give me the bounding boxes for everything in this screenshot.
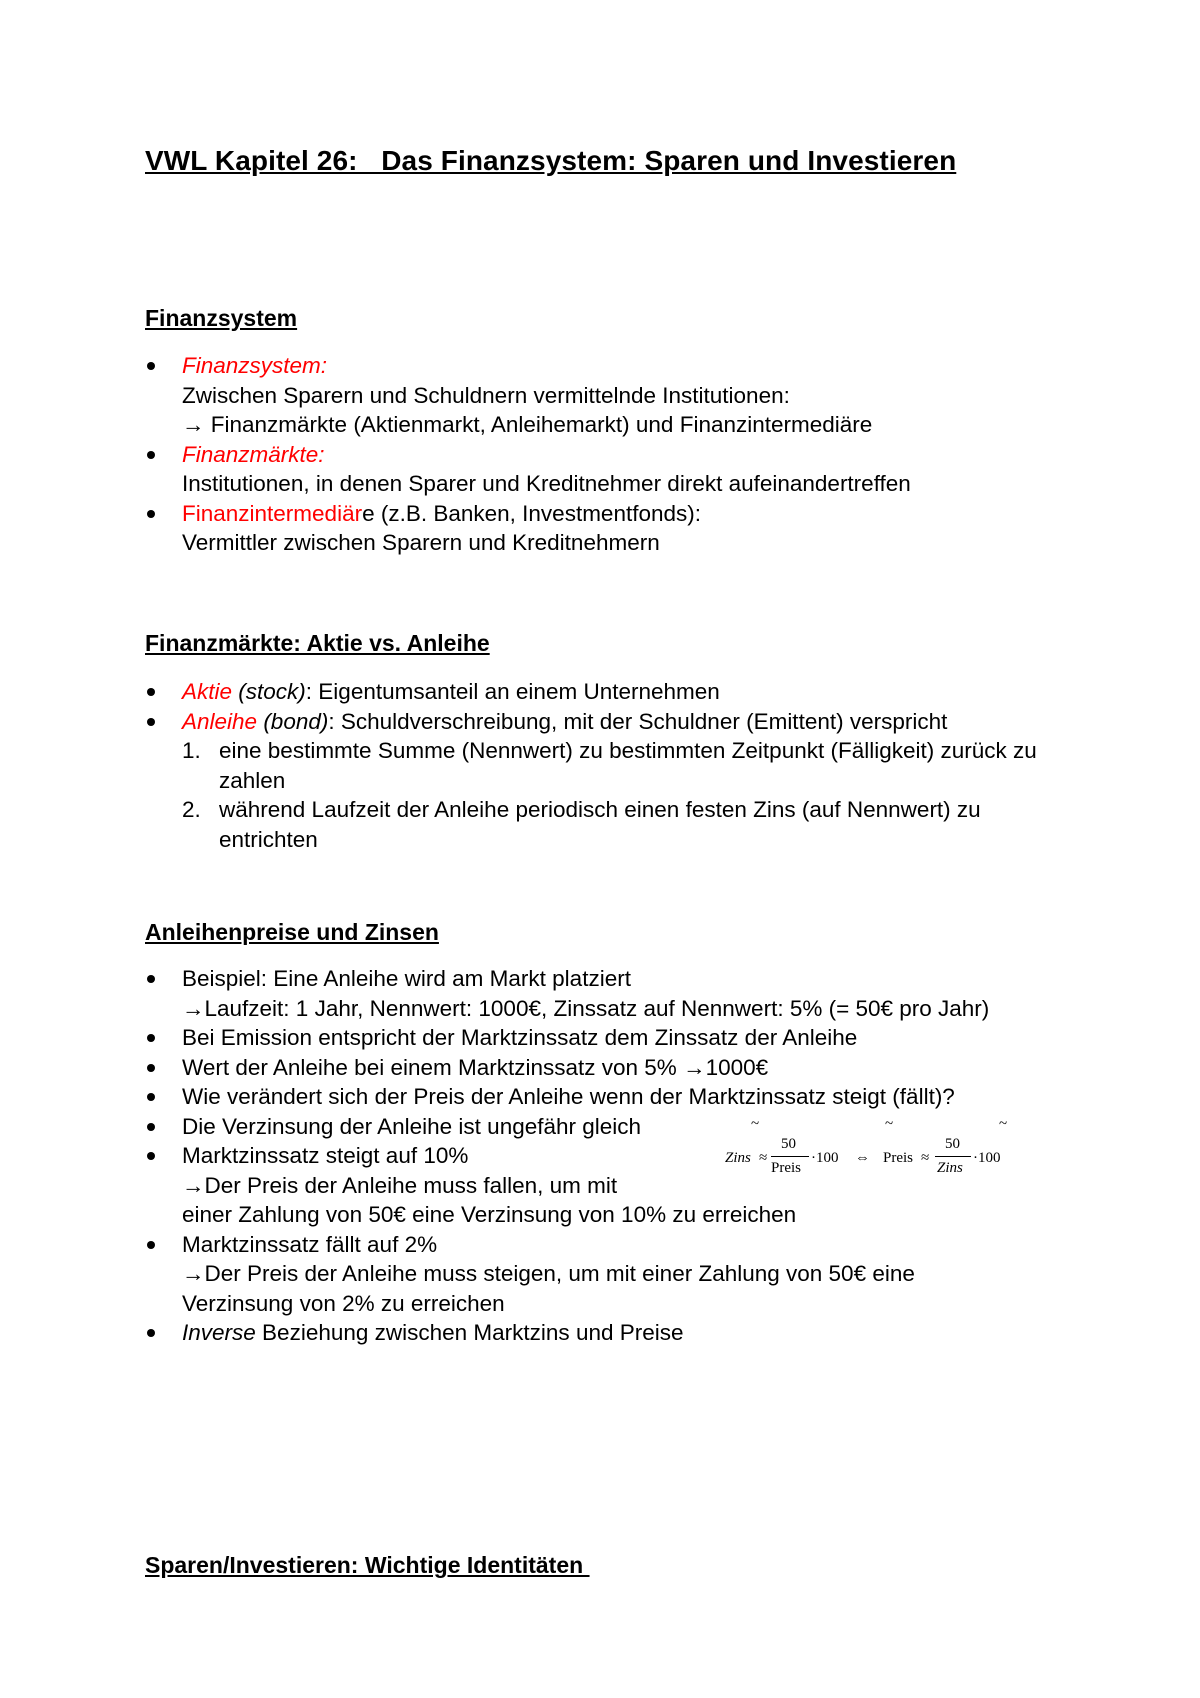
formula-approx: ≈ — [921, 1150, 930, 1166]
formula-numerator: 50 — [781, 1136, 796, 1152]
numbered-list — [182, 736, 1075, 854]
bullet-text: Die Verzinsung der Anleihe ist ungefähr gleich — [182, 1113, 642, 1139]
arrow-icon: → — [182, 995, 205, 1021]
definition-text: : Schuldverschreibung, mit der Schuldner (Emittent) verspricht — [328, 708, 948, 734]
bullet-text: Marktzinssatz steigt auf 10% — [182, 1143, 469, 1168]
list-item — [145, 499, 1095, 558]
term-finanzintermediaere: Finanzintermediär — [182, 500, 363, 526]
numbered-item — [182, 795, 1075, 854]
list-item — [145, 707, 1075, 855]
formula-zins: Zins — [725, 1150, 751, 1166]
formula-equivalence: ⇔ — [855, 1150, 870, 1166]
definition-text: Zwischen Sparern und Schuldnern vermittelnde Institutionen: — [182, 382, 790, 408]
item-number: 2. — [182, 797, 201, 822]
item-text: eine bestimmte Summe (Nennwert) zu bestimmten Zeitpunkt (Fälligkeit) zurück zu zahlen — [219, 738, 1037, 793]
bullet-text: Verzinsung von 2% zu erreichen — [182, 1290, 505, 1316]
formula-tilde: ~ — [885, 1116, 894, 1132]
definition-text: : Eigentumsanteil an einem Unternehmen — [305, 679, 720, 704]
formula-times-100: ·100 — [811, 1150, 839, 1166]
bullet-text: Der Preis der Anleihe muss steigen, um mit einer Zahlung von 50€ eine — [204, 1261, 915, 1286]
formula-preis: Preis — [883, 1150, 913, 1166]
formula-denominator: Preis — [771, 1160, 801, 1176]
bullet-text: Beispiel: Eine Anleihe wird am Markt platziert — [182, 966, 631, 991]
document-title: VWL Kapitel 26: Das Finanzsystem: Sparen und Investieren — [145, 145, 957, 176]
section-heading-sparen-investieren: Sparen/Investieren: Wichtige Identitäten — [145, 1552, 590, 1578]
formula-denominator: Zins — [937, 1160, 963, 1176]
term-gloss: (stock) — [232, 679, 306, 704]
term-finanzmaerkte: Finanzmärkte: — [182, 441, 325, 467]
bullet-text: Laufzeit: 1 Jahr, Nennwert: 1000€, Zinssatz auf Nennwert: 5% (= 50€ pro Jahr) — [204, 995, 990, 1021]
list-item — [145, 1023, 1095, 1053]
list-item — [145, 1053, 1095, 1083]
formula-numerator: 50 — [945, 1136, 960, 1152]
bullet-text: Wie verändert sich der Preis der Anleihe wenn der Marktzinssatz steigt (fällt)? — [182, 1084, 955, 1109]
list-item — [145, 440, 1095, 499]
definition-text: Institutionen, in denen Sparer und Kreditnehmer direkt aufeinandertreffen — [182, 471, 911, 496]
arrow-icon: → — [683, 1054, 706, 1080]
section-heading-anleihenpreise: Anleihenpreise und Zinsen — [145, 919, 439, 945]
interest-price-formula — [725, 1116, 1015, 1190]
list-item — [145, 1318, 1095, 1348]
term-gloss: (bond) — [257, 708, 329, 734]
formula-tilde: ~ — [999, 1116, 1008, 1132]
term-anleihe: Anleihe — [182, 708, 258, 734]
finanzsystem-list — [145, 351, 1095, 558]
bullet-text: Der Preis der Anleihe muss fallen, um mit — [204, 1172, 618, 1198]
formula-times-100: ·100 — [973, 1150, 1001, 1166]
definition-text: Finanzmärkte (Aktienmarkt, Anleihemarkt) und Finanzintermediäre — [210, 412, 873, 437]
section-heading-aktie-anleihe: Finanzmärkte: Aktie vs. Anleihe — [145, 630, 490, 656]
list-item — [145, 964, 1095, 1023]
fraction-bar — [771, 1156, 809, 1157]
bullet-text: Bei Emission entspricht der Marktzinssatz dem Zinssatz der Anleihe — [182, 1025, 858, 1050]
item-number: 1. — [182, 738, 201, 763]
bullet-text: Marktzinssatz fällt auf 2% — [182, 1231, 438, 1257]
bullet-text: 1000€ — [705, 1054, 769, 1080]
bullet-text: Wert der Anleihe bei einem Marktzinssatz von 5% — [182, 1054, 684, 1080]
term-aktie: Aktie — [182, 679, 233, 704]
arrow-icon: → — [182, 412, 205, 437]
bullet-text: Beziehung zwischen Marktzins und Preise — [255, 1320, 684, 1345]
list-item — [145, 351, 1095, 440]
bullet-text: einer Zahlung von 50€ eine Verzinsung von 10% zu erreichen — [182, 1202, 797, 1227]
item-text: während Laufzeit der Anleihe periodisch einen festen Zins (auf Nennwert) zu entrichten — [219, 797, 981, 852]
formula-tilde: ~ — [751, 1116, 760, 1132]
arrow-icon: → — [182, 1261, 205, 1286]
list-item — [145, 1230, 1095, 1319]
term-inverse: Inverse — [182, 1320, 256, 1345]
term-finanzsystem: Finanzsystem: — [182, 353, 328, 378]
aktie-anleihe-list — [145, 677, 1075, 854]
arrow-icon: → — [182, 1172, 205, 1198]
numbered-item — [182, 736, 1075, 795]
fraction-bar — [935, 1156, 971, 1157]
list-item — [145, 677, 1075, 707]
formula-approx: ≈ — [759, 1150, 768, 1166]
list-item — [145, 1082, 1095, 1112]
section-heading-finanzsystem: Finanzsystem — [145, 305, 298, 331]
definition-text: Vermittler zwischen Sparern und Kreditnehmern — [182, 530, 660, 555]
definition-text: e (z.B. Banken, Investmentfonds): — [362, 500, 701, 526]
